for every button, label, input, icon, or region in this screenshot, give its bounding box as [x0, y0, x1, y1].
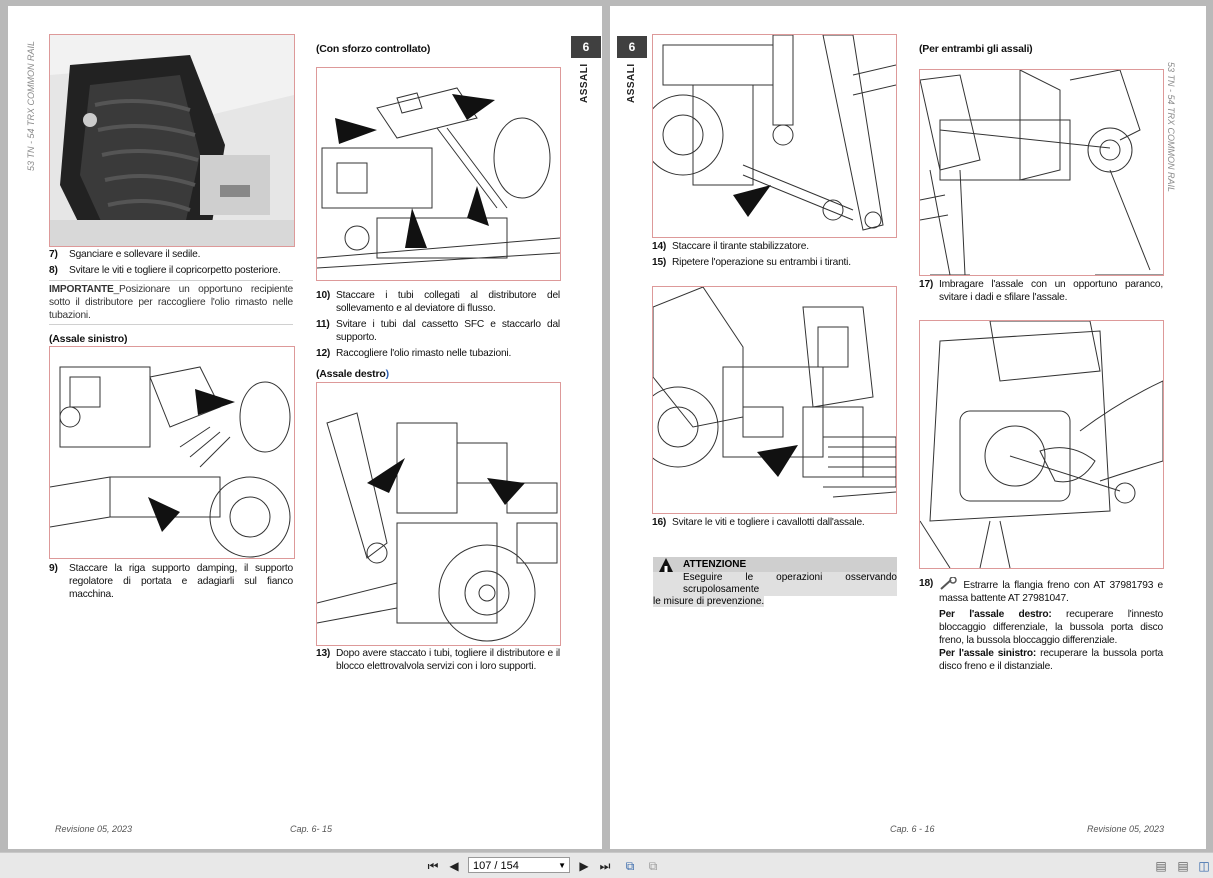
figure-axle-hoist	[919, 69, 1164, 276]
right-page	[610, 6, 1206, 849]
two-page-view-icon[interactable]: ◫	[1198, 859, 1210, 873]
warning-title: ATTENZIONE	[653, 557, 897, 572]
single-page-view-icon[interactable]: ▤	[1155, 859, 1167, 873]
right-col2-text	[919, 278, 1163, 304]
left-axle-note: Per l'assale sinistro: recuperare la bussola porta disco freno e il distanziale.	[939, 648, 1163, 672]
figure-u-bolts	[652, 286, 897, 514]
right-footer-chapter: Cap. 6 - 16	[890, 824, 935, 834]
viewer-toolbar	[0, 852, 1213, 878]
wrench-icon	[939, 577, 959, 590]
right-side-label: 53 TN - 54 TRX COMMON RAIL	[1166, 62, 1176, 193]
left-side-label: 53 TN - 54 TRX COMMON RAIL	[26, 40, 36, 171]
copy-icon[interactable]: ⧉	[648, 859, 658, 873]
left-col2-text	[316, 289, 560, 381]
next-page-icon[interactable]: ▶	[579, 859, 589, 873]
right-col1-text	[652, 240, 896, 269]
figure-brake-flange	[919, 320, 1164, 569]
figure-right-axle	[316, 382, 561, 646]
heading-controlled-effort: (Con sforzo controllato)	[316, 43, 431, 55]
step-14: 14) Staccare il tirante stabilizzatore.	[652, 241, 809, 252]
last-page-icon[interactable]: ⏭	[599, 859, 611, 873]
step-8: 8) Svitare le viti e togliere il copricorpetto posteriore.	[49, 265, 281, 276]
right-col1-mid-text	[652, 516, 896, 529]
step-15: 15) Ripetere l'operazione su entrambi i tiranti.	[652, 257, 851, 268]
right-footer-revision: Revisione 05, 2023	[1087, 824, 1165, 834]
right-axle-note: Per l'assale destro: recuperare l'innesto bloccaggio differenziale, la bussola porta disco freno, la bussola bloccaggio differenziale.	[939, 609, 1163, 646]
left-col1-bottom-text	[49, 562, 293, 601]
important-note: IMPORTANTE_Posizionare un opportuno recipiente sotto il distributore per raccogliere l'olio rimasto nelle tubazioni.	[49, 280, 293, 325]
prev-page-icon[interactable]: ◀	[449, 859, 459, 873]
first-page-icon[interactable]: ⏮	[427, 859, 439, 873]
left-col1-text	[49, 248, 293, 346]
step-9: 9) Staccare la riga supporto damping, il supporto regolatore di portata e adagiarli sul fianco macchina.	[49, 563, 293, 600]
step-13: 13) Dopo avere staccato i tubi, togliere il distributore e il blocco elettrovalvola servizi con i loro supporti.	[316, 648, 560, 672]
step-7: 7) Sganciare e sollevare il sedile.	[49, 249, 201, 260]
page-number-select[interactable]: 107 / 154 ▼	[468, 857, 570, 873]
right-chapter-tab-label: ASSALI	[626, 63, 637, 103]
figure-seat-photo	[49, 34, 295, 247]
step-10: 10) Staccare i tubi collegati al distributore del sollevamento e al deviatore di flusso.	[316, 290, 560, 314]
left-page	[8, 6, 602, 849]
heading-both-axles: (Per entrambi gli assali)	[919, 43, 1033, 55]
step-12: 12) Raccogliere l'olio rimasto nelle tubazioni.	[316, 348, 512, 359]
step-11: 11) Svitare i tubi dal cassetto SFC e staccarlo dal supporto.	[316, 319, 560, 343]
step-17: 17) Imbragare l'assale con un opportuno paranco, svitare i dadi e sfilare l'assale.	[919, 279, 1163, 303]
continuous-view-icon[interactable]: ▤	[1177, 859, 1189, 873]
right-col2-bottom-text	[919, 577, 1163, 673]
warning-box	[653, 557, 897, 607]
chevron-down-icon: ▼	[558, 861, 566, 870]
left-chapter-tab-number: 6	[571, 36, 601, 58]
heading-right-axle: (Assale destro)	[316, 368, 389, 380]
figure-stabilizer	[652, 34, 897, 238]
rotate-icon[interactable]: ⧉	[625, 859, 635, 873]
step-16: 16) Svitare le viti e togliere i cavallotti dall'assale.	[652, 517, 865, 528]
figure-left-axle	[49, 346, 295, 559]
left-col2-bottom-text	[316, 647, 560, 673]
figure-controlled-effort	[316, 67, 561, 281]
warning-text: Eseguire le operazioni osservando scrupolosamente le misure di prevenzione.	[653, 572, 897, 607]
step-18: 18) Estrarre la flangia freno con AT 37981793 e massa battente AT 27981047.	[919, 578, 1163, 604]
left-footer-revision: Revisione 05, 2023	[55, 824, 133, 834]
left-footer-chapter: Cap. 6- 15	[290, 824, 333, 834]
left-chapter-tab-label: ASSALI	[579, 63, 590, 103]
right-chapter-tab-number: 6	[617, 36, 647, 58]
heading-left-axle: (Assale sinistro)	[49, 333, 128, 345]
